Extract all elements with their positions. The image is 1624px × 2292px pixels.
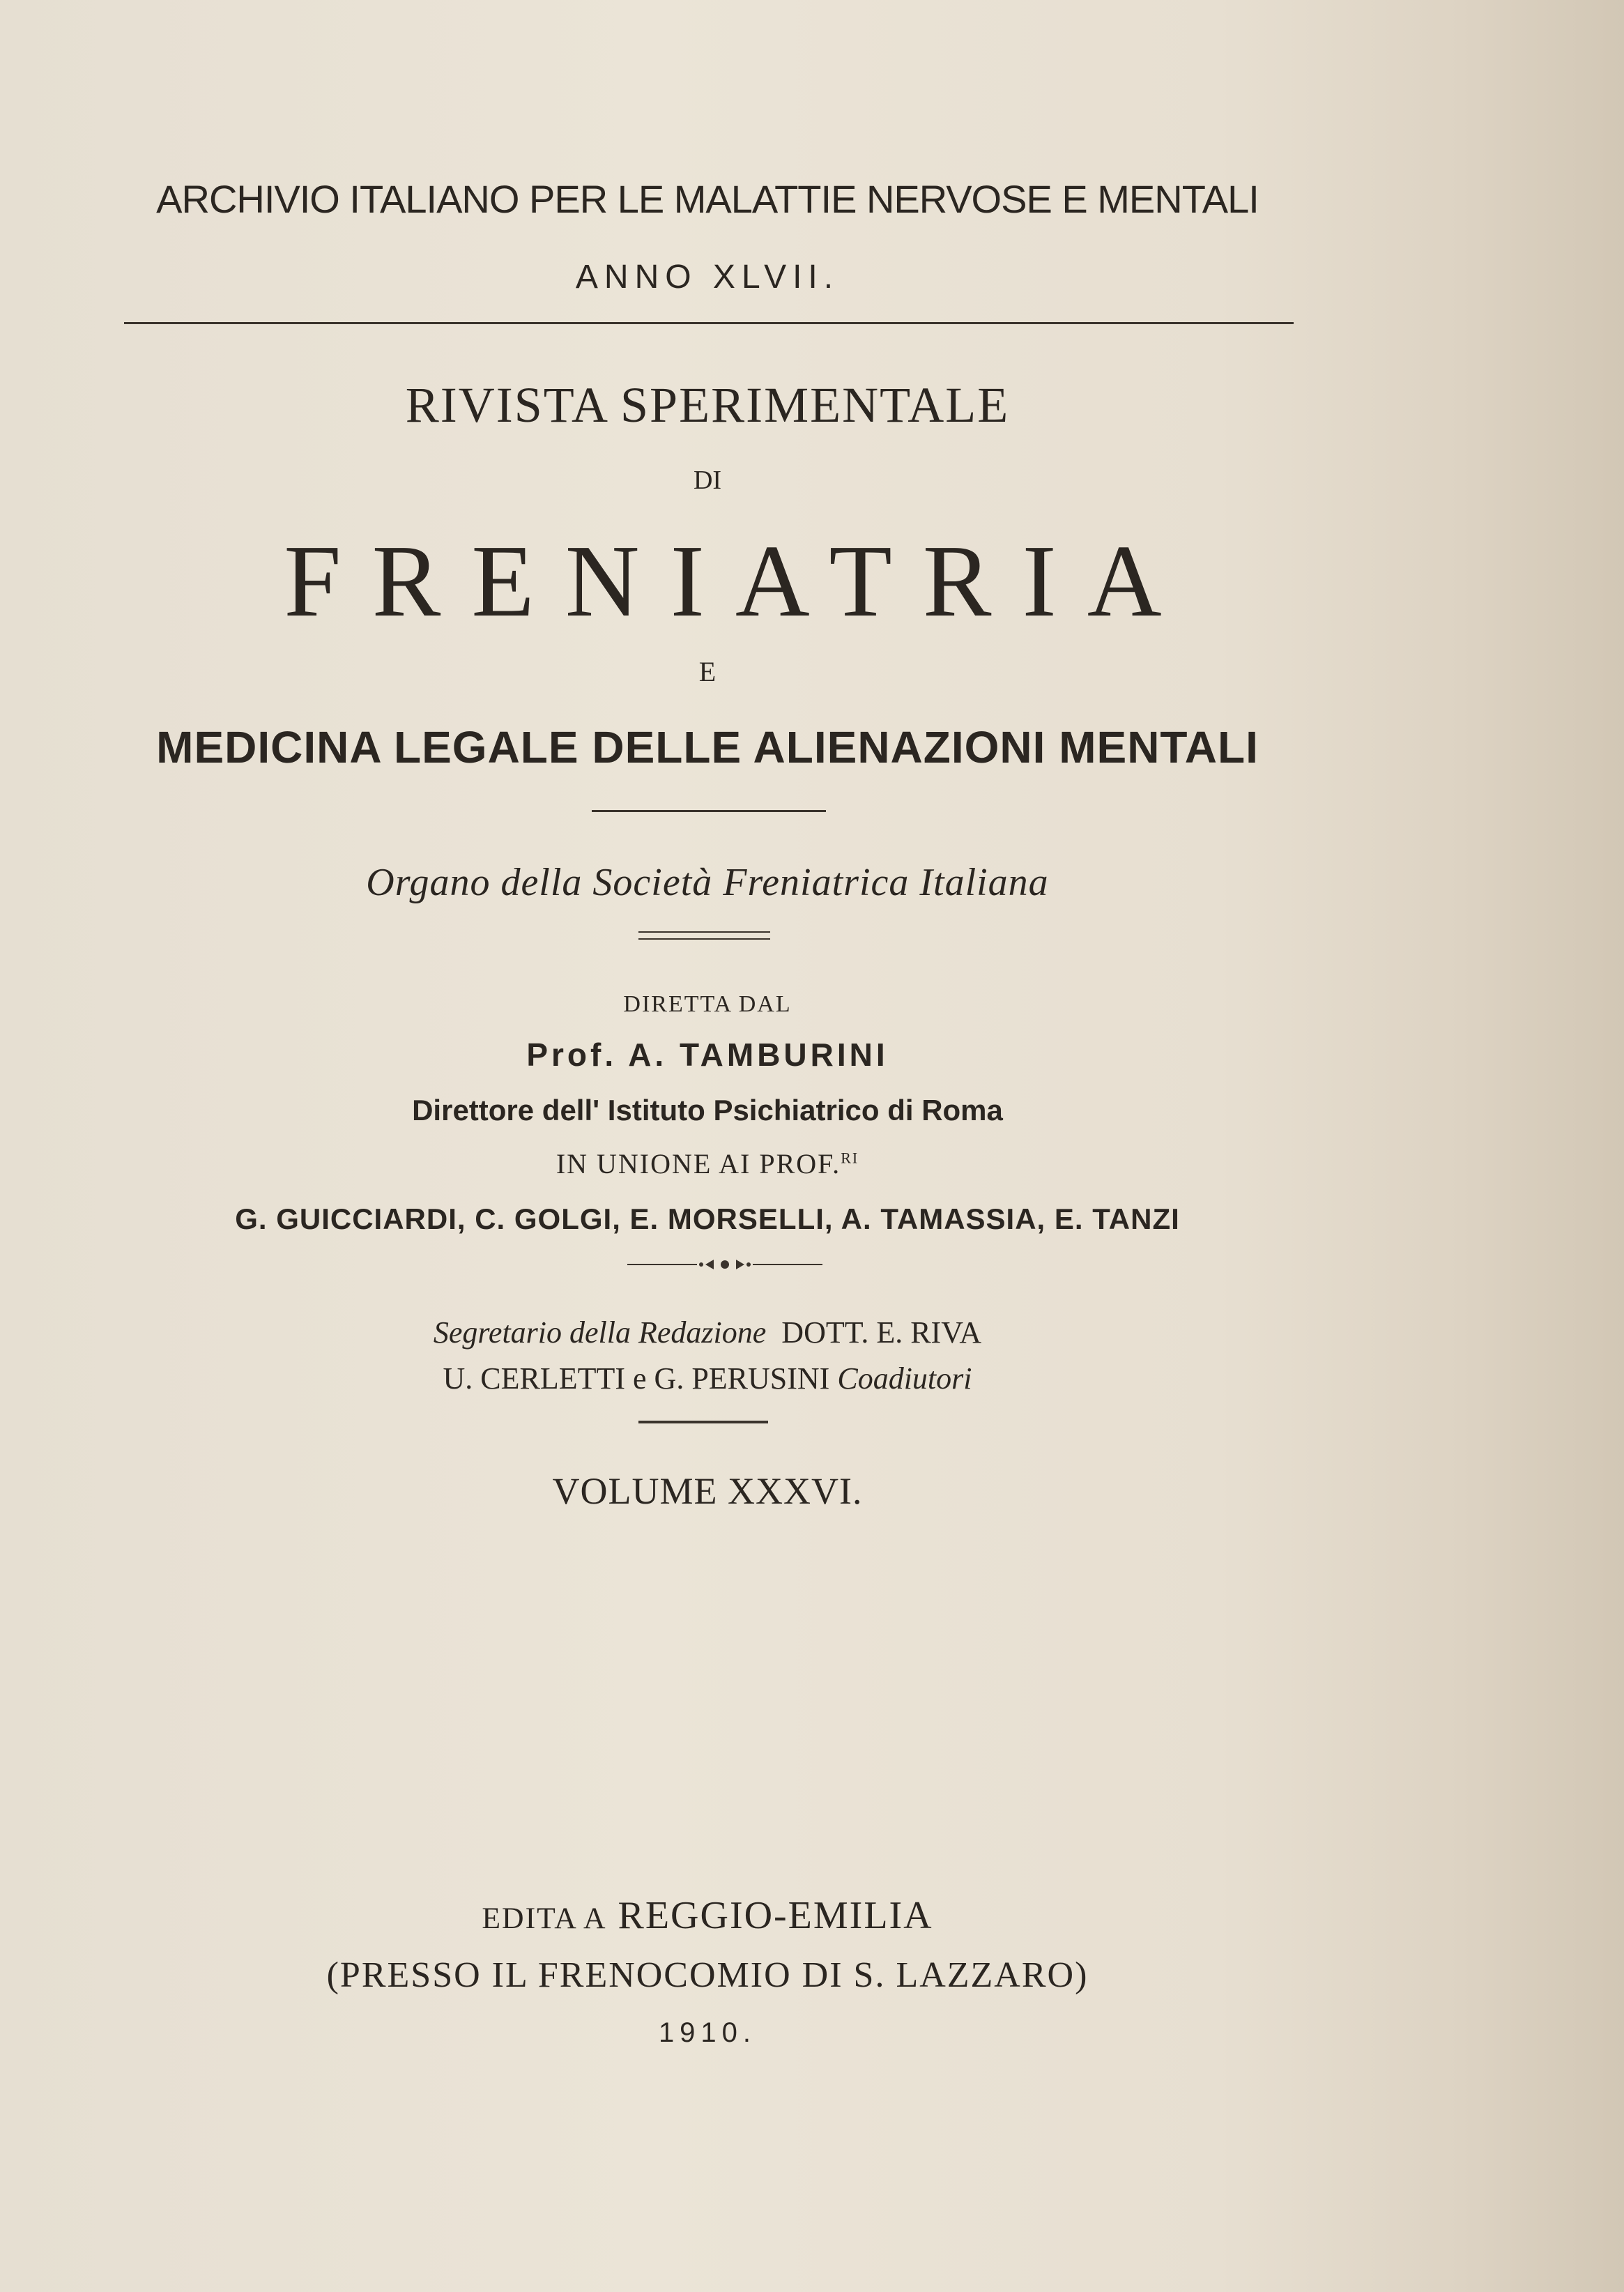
short-rule (592, 810, 826, 812)
title-di: DI (693, 466, 722, 495)
imprint-city: EDITA A REGGIO-EMILIA (482, 1894, 933, 1937)
double-rule-top (638, 931, 770, 933)
diretta-dal: DIRETTA DAL (623, 991, 792, 1017)
volume-rule (638, 1421, 768, 1423)
imprint-presso: (PRESSO IL FRENOCOMIO DI S. LAZZARO) (326, 1955, 1089, 1995)
secretary-line: Segretario della Redazione DOTT. E. RIVA (433, 1315, 982, 1350)
title-medicina-legale: MEDICINA LEGALE DELLE ALIENAZIONI MENTALI (156, 722, 1259, 772)
imprint-year: 1910. (658, 2017, 757, 2048)
archive-title: ARCHIVIO ITALIANO PER LE MALATTIE NERVOSE E MENTALI (156, 177, 1259, 221)
volume: VOLUME XXXVI. (552, 1470, 863, 1512)
title-e: E (698, 656, 717, 687)
organ-subtitle: Organo della Società Freniatrica Italiana (366, 861, 1049, 904)
in-unione: IN UNIONE AI PROF.$^{RI}$ (556, 1148, 859, 1179)
ornament-divider (627, 1256, 822, 1273)
director-name: Prof. A. TAMBURINI (526, 1037, 889, 1073)
collaborators: G. GUICCIARDI, C. GOLGI, E. MORSELLI, A. TAMASSIA, E. TANZI (235, 1202, 1180, 1235)
director-role: Direttore dell' Istituto Psichiatrico di Roma (412, 1094, 1003, 1126)
double-rule-bottom (638, 938, 770, 940)
anno: ANNO XLVII. (575, 259, 840, 296)
title-freniatria: FRENIATRIA (284, 524, 1193, 639)
title-rivista: RIVISTA SPERIMENTALE (405, 377, 1010, 433)
top-rule (124, 322, 1294, 324)
assistants-line: U. CERLETTI e G. PERUSINI Coadiutori (443, 1361, 972, 1396)
